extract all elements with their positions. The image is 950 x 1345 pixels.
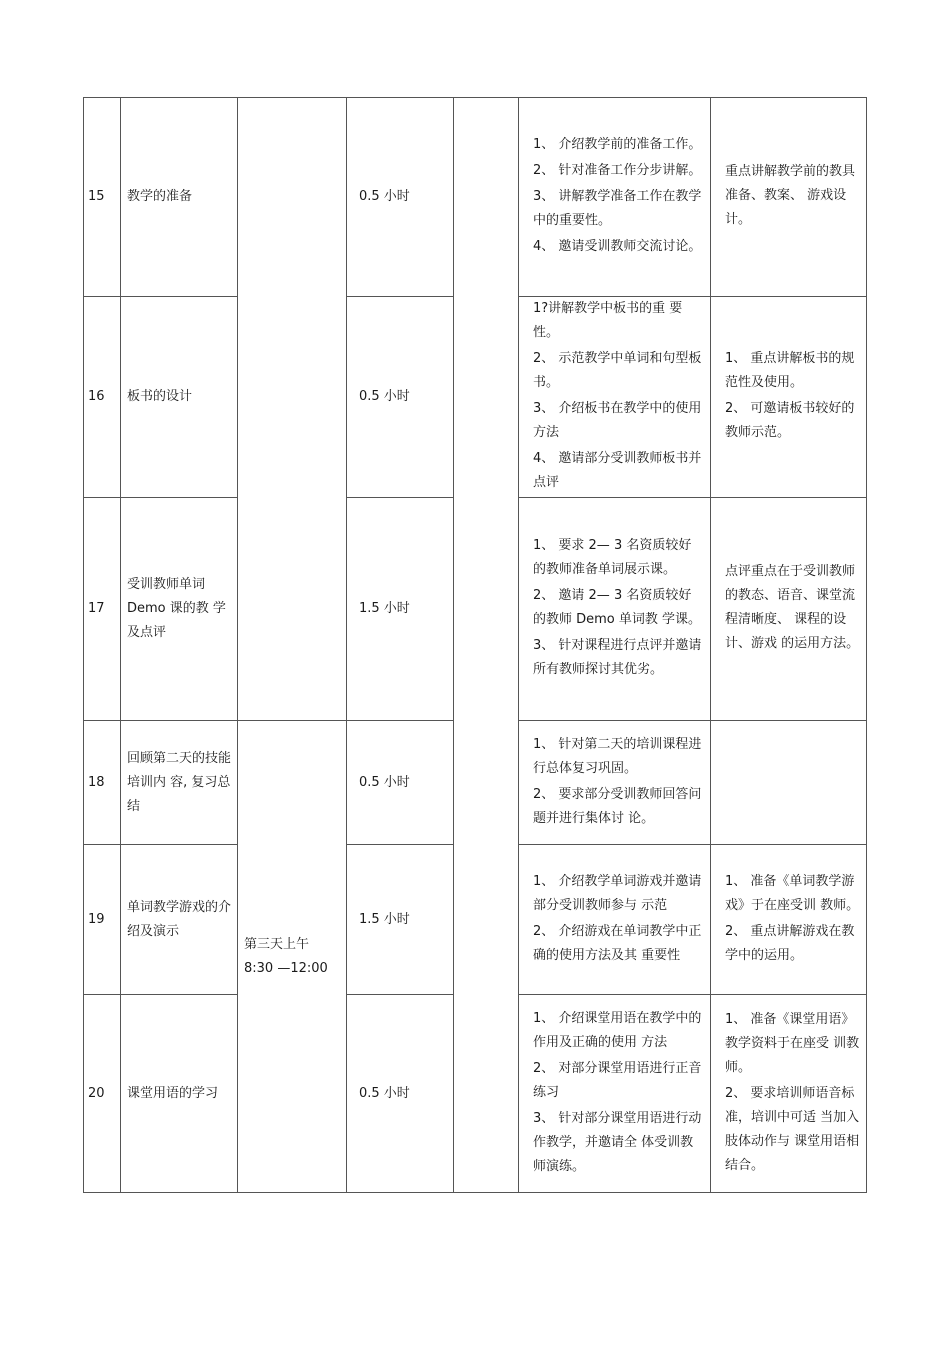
note-line: 2、 要求培训师语音标准，培训中可适 当加入肢体动作与 课堂用语相结合。 bbox=[725, 1085, 860, 1173]
item-number: 16 bbox=[84, 297, 121, 498]
session-time: 8:30 —12:00 bbox=[244, 960, 328, 976]
item-title: 单词教学游戏的介绍及演示 bbox=[121, 845, 238, 995]
step-line: 4、 邀请部分受训教师板书并点评 bbox=[533, 451, 702, 490]
item-title: 回顾第二天的技能培训内 容, 复习总结 bbox=[121, 721, 238, 845]
blank-column bbox=[454, 98, 519, 1193]
item-steps bbox=[519, 995, 711, 1193]
item-number: 18 bbox=[84, 721, 121, 845]
item-duration: 1.5 小时 bbox=[347, 845, 454, 995]
step-line: 2、 对部分课堂用语进行正音练习 bbox=[533, 1060, 702, 1100]
step-line: 2、 邀请 2— 3 名资质较好的教师 Demo 单词教 学课。 bbox=[533, 588, 702, 627]
item-duration: 1.5 小时 bbox=[347, 498, 454, 721]
item-number: 20 bbox=[84, 995, 121, 1193]
step-line: 2、 针对准备工作分步讲解。 bbox=[533, 163, 702, 178]
note-line: 1、 重点讲解板书的规范性及使用。 bbox=[725, 351, 855, 390]
item-notes bbox=[711, 98, 867, 297]
item-number: 15 bbox=[84, 98, 121, 297]
note-line: 点评重点在于受训教师的教态、语音、课堂流程清晰度、 课程的设计、游戏 的运用方法。 bbox=[725, 564, 860, 651]
item-number: 17 bbox=[84, 498, 121, 721]
note-line: 1、 准备《单词教学游戏》于在座受训 教师。 bbox=[725, 873, 860, 913]
item-title: 教学的准备 bbox=[121, 98, 238, 297]
step-line: 2、 介绍游戏在单词教学中正确的使用方法及其 重要性 bbox=[533, 923, 702, 963]
item-steps bbox=[519, 845, 711, 995]
step-line: 3、 针对课程进行点评并邀请所有教师探讨其优劣。 bbox=[533, 638, 702, 677]
session-cell-empty bbox=[238, 98, 347, 721]
step-line: 1、 针对第二天的培训课程进行总体复习巩固。 bbox=[533, 736, 702, 776]
item-steps bbox=[519, 297, 711, 498]
item-notes bbox=[711, 498, 867, 721]
step-line: 1、 介绍课堂用语在教学中的作用及正确的使用 方法 bbox=[533, 1010, 702, 1050]
note-line: 重点讲解教学前的教具准备、教案、 游戏设计。 bbox=[725, 164, 856, 227]
item-title: 受训教师单词Demo 课的教 学及点评 bbox=[121, 498, 238, 721]
item-duration: 0.5 小时 bbox=[347, 721, 454, 845]
item-number: 19 bbox=[84, 845, 121, 995]
step-line: 4、 邀请受训教师交流讨论。 bbox=[533, 239, 702, 254]
item-notes bbox=[711, 721, 867, 845]
step-line: 3、 讲解教学准备工作在教学中的重要性。 bbox=[533, 189, 702, 228]
item-notes bbox=[711, 995, 867, 1193]
item-duration: 0.5 小时 bbox=[347, 297, 454, 498]
item-duration: 0.5 小时 bbox=[347, 98, 454, 297]
session-label: 第三天上午 bbox=[244, 936, 310, 952]
item-duration: 0.5 小时 bbox=[347, 995, 454, 1193]
step-line: 3、 针对部分课堂用语进行动作教学，并邀请全 体受训教师演练。 bbox=[533, 1110, 702, 1174]
step-line: 2、 示范教学中单词和句型板书。 bbox=[533, 351, 702, 390]
step-line: 1、 介绍教学单词游戏并邀请部分受训教师参与 示范 bbox=[533, 873, 702, 913]
step-line: 1?讲解教学中板书的重 要性。 bbox=[533, 301, 683, 340]
item-steps bbox=[519, 721, 711, 845]
note-line: 2、 重点讲解游戏在教学中的运用。 bbox=[725, 923, 855, 963]
table-row bbox=[84, 98, 867, 297]
note-line: 1、 准备《课堂用语》教学资料于在座受 训教师。 bbox=[725, 1011, 860, 1075]
item-notes bbox=[711, 845, 867, 995]
item-steps bbox=[519, 98, 711, 297]
item-title: 板书的设计 bbox=[121, 297, 238, 498]
item-notes bbox=[711, 297, 867, 498]
step-line: 2、 要求部分受训教师回答问题并进行集体讨 论。 bbox=[533, 786, 702, 826]
note-line: 2、 可邀请板书较好的教师示范。 bbox=[725, 401, 855, 440]
step-line: 3、 介绍板书在教学中的使用方法 bbox=[533, 401, 702, 440]
step-line: 1、 要求 2— 3 名资质较好的教师准备单词展示课。 bbox=[533, 538, 692, 577]
session-time-cell bbox=[238, 721, 347, 1193]
schedule-sheet bbox=[83, 97, 866, 1193]
training-schedule-table bbox=[83, 97, 867, 1193]
item-steps bbox=[519, 498, 711, 721]
item-title: 课堂用语的学习 bbox=[121, 995, 238, 1193]
step-line: 1、 介绍教学前的准备工作。 bbox=[533, 137, 702, 152]
